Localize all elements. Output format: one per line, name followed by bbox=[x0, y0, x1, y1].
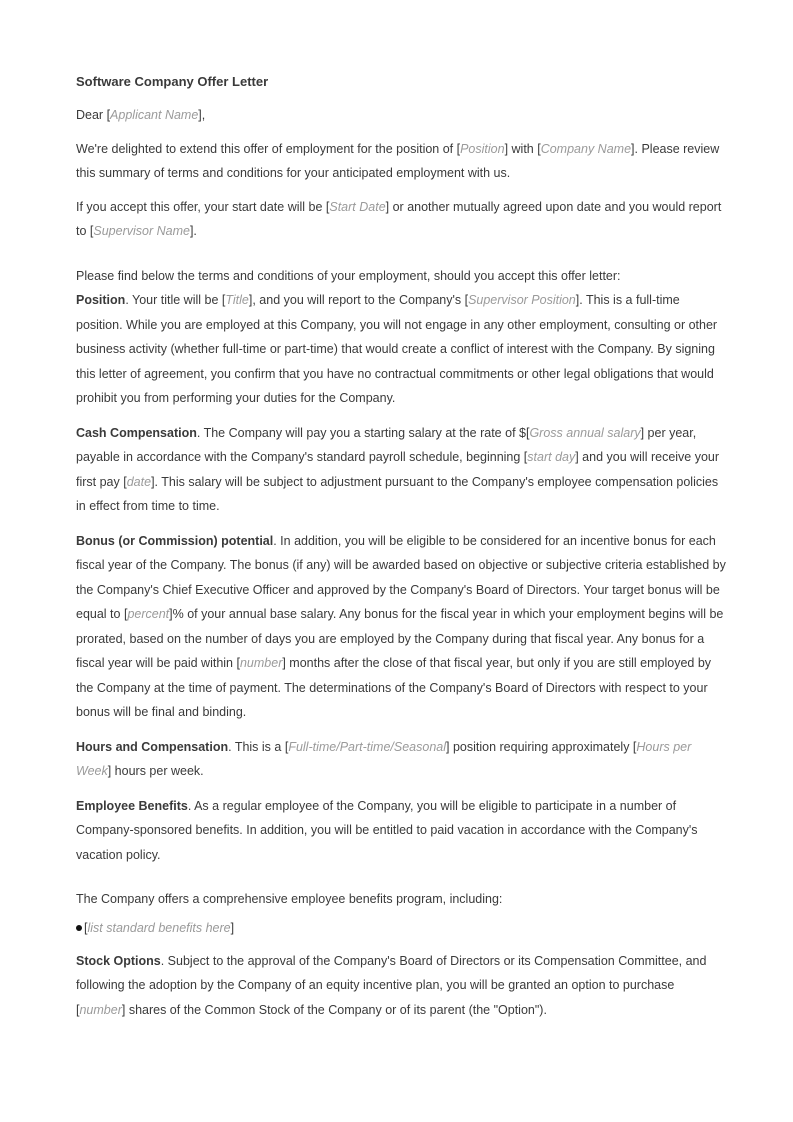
intro-paragraph: We're delighted to extend this offer of employment for the position of [Position] with [Company Name]. Please review this summary of terms and conditions for your anticipated employment with us. bbox=[76, 141, 720, 180]
cash-compensation-section: Cash Compensation. The Company will pay you a starting salary at the rate of $[Gross annual salary] per year, payable in accordance with the Company's standard payroll schedule, beginning [start day] and you will receive your first pay [date]. This salary will be subject to adjustment pursuant to the Company's employee compensation policies in effect from time to time. bbox=[76, 425, 720, 513]
placeholder-benefits: list standard benefits here bbox=[87, 920, 231, 935]
placeholder-date: date bbox=[126, 474, 152, 489]
bonus-section: Bonus (or Commission) potential. In addition, you will be eligible to be considered for an incentive bonus for each fiscal year of the Company. The bonus (if any) will be awarded based on objective or subjective criteria established by the Company's Chief Executive Officer and approved by the Company's Board of Directors. Your target bonus will be equal to [percent]% of your annual base salary. Any bonus for the fiscal year in which your employment begins will be prorated, based on the number of days you are employed by the Company during that fiscal year. Any bonus for a fiscal year will be paid within [number] months after the close of that fiscal year, but only if you are still employed by the Company at the time of payment. The determinations of the Company's Board of Directors with respect to your bonus will be final and binding. bbox=[76, 533, 726, 719]
hours-section: Hours and Compensation. This is a [Full-time/Part-time/Seasonal] position requiring approximately [Hours per Week] hours per week. bbox=[76, 739, 692, 778]
stock-options-heading: Stock Options bbox=[76, 953, 161, 968]
placeholder-applicant-name: Applicant Name bbox=[110, 108, 199, 122]
placeholder-supervisor-position: Supervisor Position bbox=[468, 293, 576, 307]
placeholder-position: Position bbox=[460, 141, 505, 156]
salutation: Dear [Applicant Name], bbox=[76, 108, 206, 122]
benefits-heading: Employee Benefits bbox=[76, 798, 188, 813]
benefits-section: Employee Benefits. As a regular employee of the Company, you will be eligible to participate in a number of Company-sponsored benefits. In addition, you will be entitled to paid vacation in accordance with the Company's vacation policy. bbox=[76, 798, 698, 862]
cash-compensation-heading: Cash Compensation bbox=[76, 425, 197, 440]
position-heading: Position bbox=[76, 293, 126, 307]
placeholder-hours: Hours per Week bbox=[76, 739, 692, 778]
document-title: Software Company Offer Letter bbox=[76, 74, 269, 89]
placeholder-title: Title bbox=[225, 293, 249, 307]
placeholder-employment-type: Full-time/Part-time/Seasonal bbox=[288, 739, 447, 754]
hours-heading: Hours and Compensation bbox=[76, 739, 229, 754]
bonus-heading: Bonus (or Commission) potential bbox=[76, 533, 274, 548]
benefits-list-item: [list standard benefits here] bbox=[76, 916, 726, 940]
placeholder-start-date: Start Date bbox=[329, 199, 386, 214]
placeholder-gross-salary: Gross annual salary bbox=[529, 425, 641, 440]
benefits-program-intro: The Company offers a comprehensive employee benefits program, including: bbox=[76, 892, 503, 906]
terms-intro: Please find below the terms and conditions of your employment, should you accept this offer letter: bbox=[76, 268, 621, 283]
bullet-icon bbox=[76, 925, 82, 931]
placeholder-start-day: start day bbox=[527, 450, 576, 464]
placeholder-number: number bbox=[239, 656, 283, 670]
offer-letter-page bbox=[76, 74, 726, 1022]
placeholder-percent: percent bbox=[127, 607, 170, 621]
placeholder-supervisor-name: Supervisor Name bbox=[93, 224, 190, 238]
stock-options-section: Stock Options. Subject to the approval of the Company's Board of Directors or its Compensation Committee, and following the adoption by the Company of an equity incentive plan, you will be granted an option to purchase [number] shares of the Common Stock of the Company or of its parent (the "Option"). bbox=[76, 953, 707, 1017]
position-section: Position. Your title will be [Title], and you will report to the Company's [Supervisor Position]. This is a full-time position. While you are employed at this Company, you will not engage in any other employment, consulting or other business activity (whether full-time or part-time) that would create a conflict of interest with the Company. By signing this letter of agreement, you confirm that you have no contractual commitments or other legal obligations that would prohibit you from performing your duties for the Company. bbox=[76, 293, 718, 405]
start-date-paragraph: If you accept this offer, your start date will be [Start Date] or another mutually agreed upon date and you would report to [Supervisor Name]. bbox=[76, 199, 722, 238]
placeholder-share-number: number bbox=[79, 1002, 122, 1017]
placeholder-company-name: Company Name bbox=[540, 141, 632, 156]
